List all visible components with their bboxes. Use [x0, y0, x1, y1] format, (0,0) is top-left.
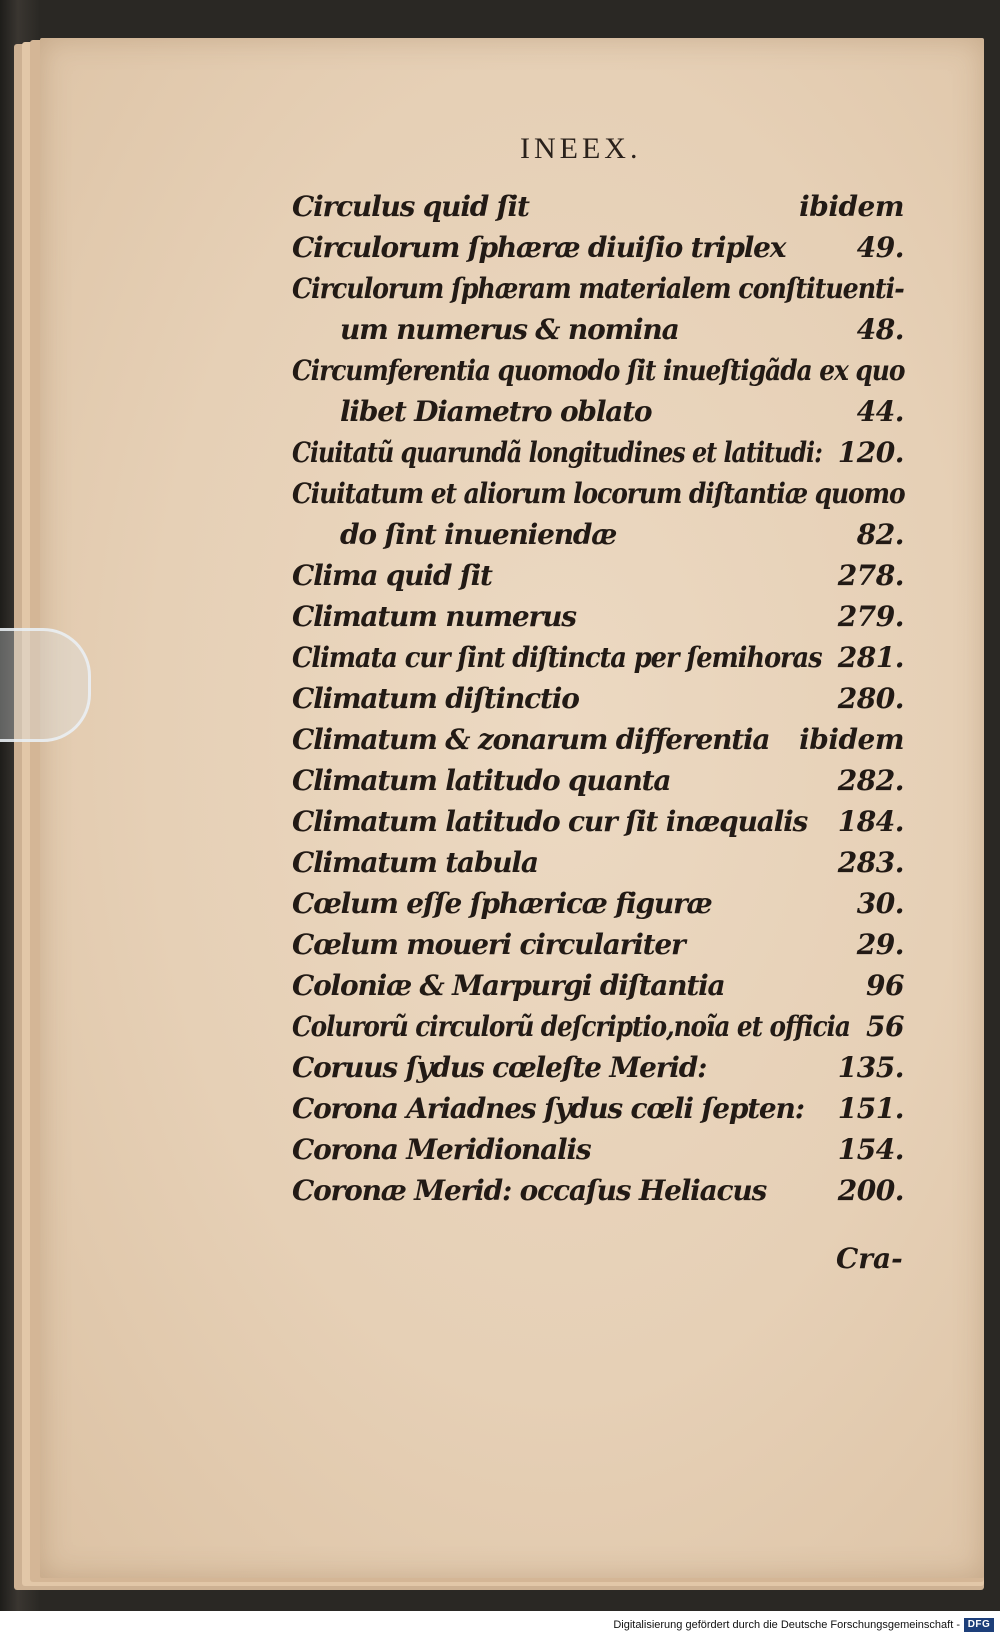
running-head: INEEX. — [520, 132, 642, 165]
index-entry-page-ref: 279. — [837, 600, 904, 633]
index-entry-label: Colurorũ circulorũ deſcriptio,noĩa et officia — [292, 1010, 850, 1043]
index-entry-label: Cœlum eſſe ſphæricæ figuræ — [292, 887, 712, 920]
index-entry-label: Coronæ Merid: occaſus Heliacus — [292, 1174, 767, 1207]
index-entry-page-ref: ibidem — [799, 190, 904, 223]
page-clip — [0, 628, 91, 742]
index-entry-page-ref: 283. — [837, 846, 904, 879]
index-entry-page-ref: 96 — [866, 969, 904, 1002]
index-entry-page-ref: 29. — [856, 928, 904, 961]
index-entry — [292, 1129, 904, 1170]
index-entry — [292, 432, 904, 473]
index-entry-label: Climatum latitudo cur ſit inæqualis — [292, 805, 808, 838]
index-entry-page-ref: 56 — [866, 1010, 904, 1043]
index-entry — [292, 514, 904, 555]
index-entry-label: Climatum tabula — [292, 846, 538, 879]
index-entry-label: Circulorum ſphæram materialem conſtituenti- — [292, 272, 904, 305]
index-entry-page-ref: 120. — [837, 436, 904, 469]
index-entry — [292, 1006, 904, 1047]
index-entry — [292, 1170, 904, 1211]
index-entry-label: Circumferentia quomodo ſit inueſtigãda ex quo — [292, 354, 905, 387]
index-entry-page-ref: 280. — [837, 682, 904, 715]
index-entry-label: Coruus ſydus cœleſte Merid: — [292, 1051, 707, 1084]
index-entry-page-ref: 282. — [837, 764, 904, 797]
index-entry-label: libet Diametro oblato — [340, 395, 652, 428]
footer-strip — [0, 1611, 1000, 1637]
index-entry-label: Climatum numerus — [292, 600, 576, 633]
index-entry-page-ref: 154. — [837, 1133, 904, 1166]
index-entry-page-ref: 30. — [856, 887, 904, 920]
index-entry — [292, 883, 904, 924]
index-entry — [292, 965, 904, 1006]
index-entry — [292, 801, 904, 842]
index-entry-label: Corona Ariadnes ſydus cœli ſepten: — [292, 1092, 804, 1125]
index-entry-label: Ciuitatũ quarundã longitudines et latitudi: — [292, 436, 822, 469]
index-entry — [292, 1047, 904, 1088]
dfg-logo: DFG — [964, 1618, 994, 1632]
index-entry — [292, 186, 904, 227]
index-entry-label: Clima quid ſit — [292, 559, 492, 592]
index-entry — [292, 596, 904, 637]
index-entry-label: Corona Meridionalis — [292, 1133, 591, 1166]
index-entry-label: Climatum & zonarum differentia — [292, 723, 770, 756]
index-entry — [292, 760, 904, 801]
index-entry — [292, 555, 904, 596]
index-entry — [292, 637, 904, 678]
index-entry-page-ref: 48. — [856, 313, 904, 346]
index-entry — [292, 473, 904, 514]
index-entry — [292, 842, 904, 883]
index-entry — [292, 350, 904, 391]
index-entry-label: Circulorum ſphæræ diuiſio triplex — [292, 231, 786, 264]
index-entry-page-ref: 278. — [837, 559, 904, 592]
index-entry — [292, 719, 904, 760]
index-entry — [292, 1088, 904, 1129]
catchword: Cra- — [836, 1242, 903, 1275]
index-entry-label: Ciuitatum et aliorum locorum diſtantiæ quomo — [292, 477, 905, 510]
index-entry-label: Circulus quid ſit — [292, 190, 529, 223]
index-entry-label: Climatum latitudo quanta — [292, 764, 671, 797]
index-list — [292, 186, 904, 1211]
footer-credit: Digitalisierung gefördert durch die Deutsche Forschungsgemeinschaft - — [613, 1619, 960, 1631]
index-entry-label: um numerus & nomina — [340, 313, 679, 346]
index-entry-page-ref: 281. — [837, 641, 904, 674]
index-entry — [292, 227, 904, 268]
index-entry-page-ref: 82. — [856, 518, 904, 551]
index-entry-label: Coloniæ & Marpurgi diſtantia — [292, 969, 725, 1002]
index-entry-label: Cœlum moueri circulariter — [292, 928, 685, 961]
index-entry-page-ref: 49. — [856, 231, 904, 264]
index-entry — [292, 391, 904, 432]
index-entry-page-ref: 135. — [837, 1051, 904, 1084]
index-entry-page-ref: ibidem — [799, 723, 904, 756]
index-entry-page-ref: 44. — [856, 395, 904, 428]
index-entry-label: Climatum diſtinctio — [292, 682, 579, 715]
index-entry-label: do ſint inueniendæ — [340, 518, 617, 551]
index-entry — [292, 678, 904, 719]
index-entry-page-ref: 200. — [837, 1174, 904, 1207]
index-entry-label: Climata cur ſint diſtincta per ſemihoras — [292, 641, 822, 674]
index-entry — [292, 268, 904, 309]
index-entry — [292, 309, 904, 350]
index-entry-page-ref: 151. — [837, 1092, 904, 1125]
index-entry-page-ref: 184. — [837, 805, 904, 838]
index-entry — [292, 924, 904, 965]
